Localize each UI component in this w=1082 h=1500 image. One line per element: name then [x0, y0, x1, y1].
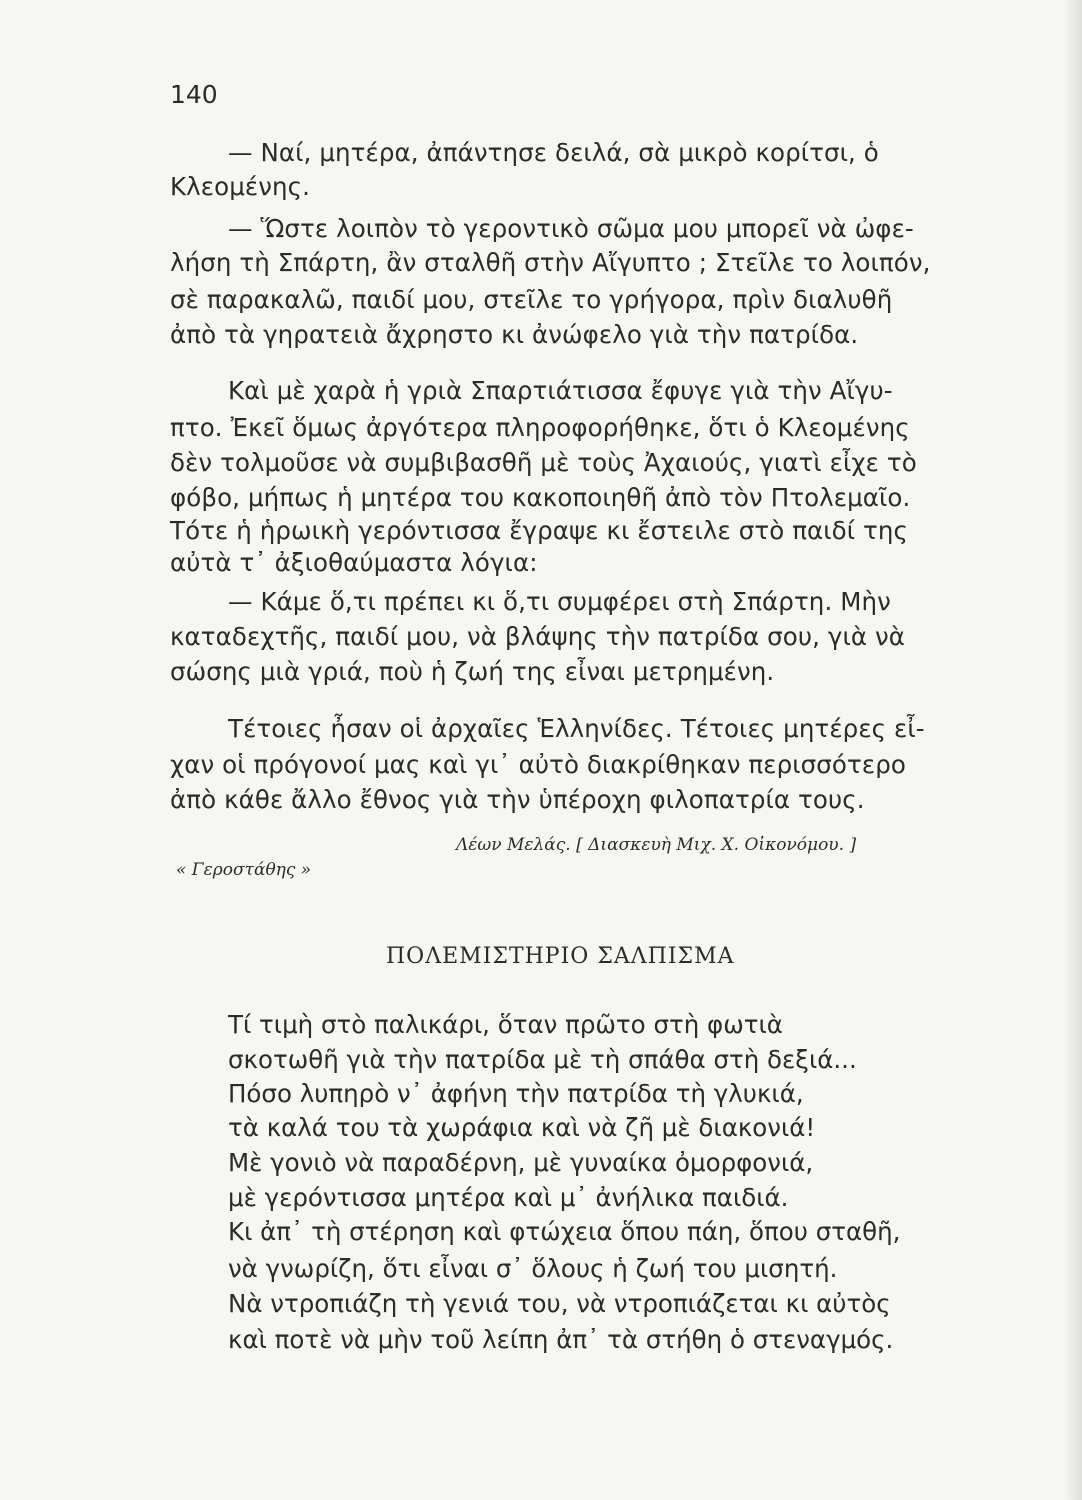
- text-line: ἀπὸ τὰ γηρατειὰ ἄχρηστο κι ἀνώφελο γιὰ τὴν πατρίδα.: [170, 320, 859, 349]
- text-line: σώσης μιὰ γριά, ποὺ ἡ ζωή της εἶναι μετρημένη.: [170, 657, 775, 686]
- text-line: ἀπὸ κάθε ἄλλο ἔθνος γιὰ τὴν ὑπέροχη φιλοπατρία τους.: [170, 785, 865, 814]
- poem-line: Κι ἀπ᾽ τὴ στέρηση καὶ φτώχεια ὅπου πάη, ὅπου σταθῆ,: [228, 1217, 901, 1246]
- poem-line: τὰ καλά του τὰ χωράφια καὶ νὰ ζῆ μὲ διακονιά!: [228, 1113, 816, 1142]
- text-line: καταδεχτῆς, παιδί μου, νὰ βλάψης τὴν πατρίδα σου, γιὰ νὰ: [170, 622, 906, 651]
- poem-line: Τί τιμὴ στὸ παλικάρι, ὅταν πρῶτο στὴ φωτιὰ: [228, 1010, 783, 1039]
- source-citation: « Γεροστάθης »: [176, 860, 312, 880]
- text-line: — Ναί, μητέρα, ἀπάντησε δειλά, σὰ μικρὸ κορίτσι, ὁ: [228, 138, 879, 167]
- text-line: αὐτὰ τ᾽ ἀξιοθαύμαστα λόγια:: [170, 548, 538, 577]
- text-line: χαν οἱ πρόγονοί μας καὶ γι᾽ αὐτὸ διακρίθηκαν περισσότερο: [170, 750, 906, 779]
- poem-line: σκοτωθῆ γιὰ τὴν πατρίδα μὲ τὴ σπάθα στὴ δεξιά...: [228, 1045, 857, 1074]
- text-line: Τότε ἡ ἡρωικὴ γερόντισσα ἔγραψε κι ἔστειλε στὸ παιδί της: [170, 516, 909, 545]
- text-line: λήση τὴ Σπάρτη, ἂν σταλθῆ στὴν Αἴγυπτο ; Στεῖλε το λοιπόν,: [170, 248, 931, 277]
- poem-line: Μὲ γονιὸ νὰ παραδέρνη, μὲ γυναίκα ὀμορφονιά,: [228, 1148, 814, 1177]
- text-line: σὲ παρακαλῶ, παιδί μου, στεῖλε το γρήγορα, πρὶν διαλυθῆ: [170, 285, 893, 314]
- text-line: δὲν τολμοῦσε νὰ συμβιβασθῆ μὲ τοὺς Ἀχαιούς, γιατὶ εἶχε τὸ: [170, 448, 917, 477]
- poem-line: καὶ ποτὲ νὰ μὴν τοῦ λείπη ἀπ᾽ τὰ στήθη ὁ στεναγμός.: [228, 1325, 894, 1354]
- poem-line: Νὰ ντροπιάζη τὴ γενιά του, νὰ ντροπιάζεται κι αὐτὸς: [228, 1289, 891, 1318]
- text-line: Καὶ μὲ χαρὰ ἡ γριὰ Σπαρτιάτισσα ἔφυγε γιὰ τὴν Αἴγυ-: [228, 376, 893, 405]
- poem-line: νὰ γνωρίζη, ὅτι εἶναι σ᾽ ὅλους ἡ ζωή του μισητή.: [228, 1254, 838, 1283]
- text-line: πτο. Ἐκεῖ ὅμως ἀργότερα πληροφορήθηκε, ὅτι ὁ Κλεομένης: [170, 413, 910, 442]
- page-number: 140: [170, 80, 218, 109]
- poem-line: μὲ γερόντισσα μητέρα καὶ μ᾽ ἀνήλικα παιδιά.: [228, 1183, 789, 1212]
- text-line: — Κάμε ὅ,τι πρέπει κι ὅ,τι συμφέρει στὴ Σπάρτη. Μὴν: [228, 587, 891, 616]
- author-attribution: Λέων Μελάς. [ Διασκευὴ Μιχ. Χ. Οἰκονόμου. ]: [456, 835, 857, 855]
- page-edge-shadow: [1064, 0, 1082, 1500]
- text-line: Τέτοιες ἦσαν οἱ ἀρχαῖες Ἑλληνίδες. Τέτοιες μητέρες εἶ-: [228, 714, 925, 743]
- text-line: — Ὥστε λοιπὸν τὸ γεροντικὸ σῶμα μου μπορεῖ νὰ ὠφε-: [228, 214, 914, 243]
- text-line: Κλεομένης.: [170, 172, 311, 201]
- text-line: φόβο, μήπως ἡ μητέρα του κακοποιηθῆ ἀπὸ τὸν Πτολεμαῖο.: [170, 483, 911, 512]
- poem-title: ΠΟΛΕΜΙΣΤΗΡΙΟ ΣΑΛΠΙΣΜΑ: [386, 944, 735, 969]
- poem-line: Πόσο λυπηρὸ ν᾽ ἀφήνη τὴν πατρίδα τὴ γλυκιά,: [228, 1079, 804, 1108]
